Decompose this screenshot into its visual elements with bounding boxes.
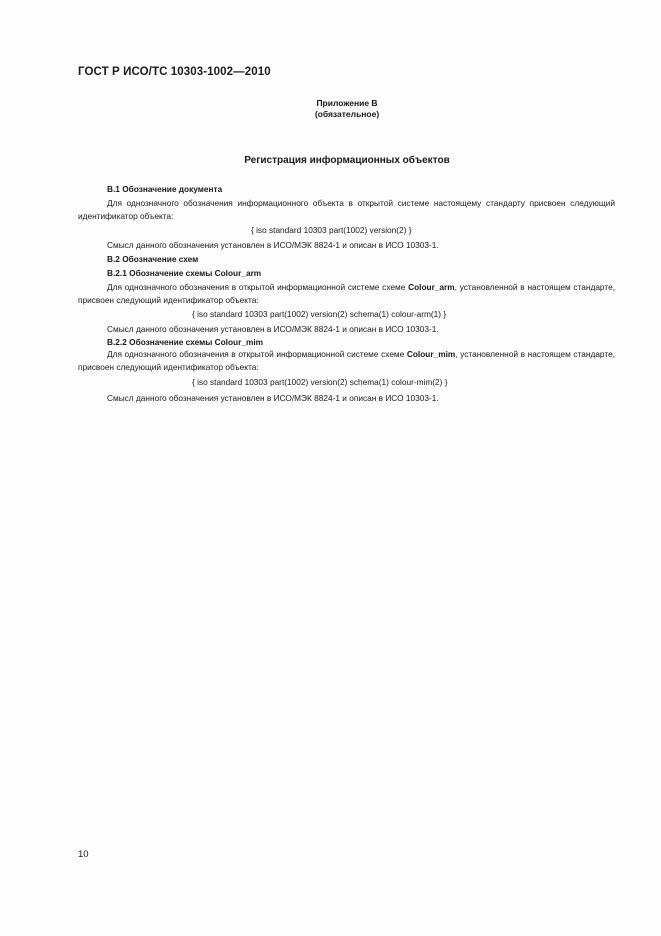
b21-meaning: Смысл данного обозначения установлен в ИСО/МЭК 8824-1 и описан в ИСО 10303-1. [107,324,439,334]
b21-identifier: { iso standard 10303 part(1002) version(2) schema(1) colour-arm(1) } [192,309,447,319]
b22-paragraph [78,348,615,374]
b21-paragraph [78,281,615,307]
b21-para-start: Для однозначного обозначения в открытой информационной системе схеме [107,282,409,292]
b2-heading: В.2 Обозначение схем [107,254,199,264]
appendix-status: (обязательное) [314,109,380,119]
b22-heading: В.2.2 Обозначение схемы Colour_mim [107,337,264,347]
b22-para-start: Для однозначного обозначения в открытой информационной системе схеме [107,349,407,359]
page-number: 10 [78,849,89,860]
b22-schema-name: Colour_mim [406,349,456,359]
b22-para-end: , установленной в настоящем стандарте, присвоен следующий идентификатор объекта: [78,349,615,372]
b22-meaning: Смысл данного обозначения установлен в ИСО/МЭК 8824-1 и описан в ИСО 10303-1. [107,393,439,403]
b22-identifier: { iso standard 10303 part(1002) version(2) schema(1) colour-mim(2) } [192,377,448,387]
b1-meaning: Смысл данного обозначения установлен в ИСО/МЭК 8824-1 и описан в ИСО 10303-1. [107,240,439,250]
section-title: Регистрация информационных объектов [244,155,450,166]
b21-heading: В.2.1 Обозначение схемы Colour_arm [107,268,262,278]
appendix-heading [0,98,661,120]
b1-identifier: { iso standard 10303 part(1002) version(2) } [251,225,412,235]
appendix-title: Приложение В [316,98,378,108]
b1-heading: В.1 Обозначение документа [107,184,223,194]
standard-header: ГОСТ Р ИСО/ТС 10303-1002—2010 [78,66,271,78]
b21-para-end: , установленной в настоящем стандарте, присвоен следующий идентификатор объекта: [78,282,615,305]
b1-paragraph: Для однозначного обозначения информационного объекта в открытой системе настоящему стандарту присвоен следующий идентификатор объекта: [78,198,615,221]
b21-schema-name: Colour_arm [408,282,455,292]
